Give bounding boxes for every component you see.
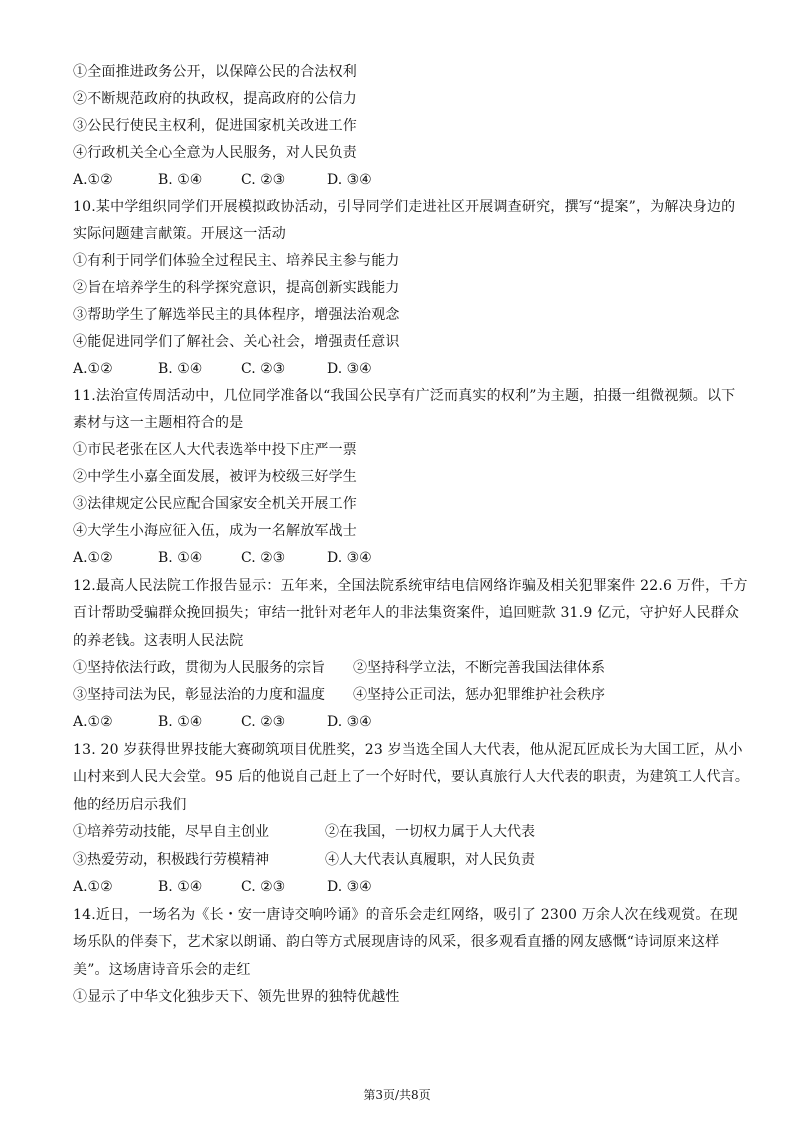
q10-option-2: ②旨在培养学生的科学探究意识，提高创新实践能力	[73, 280, 400, 296]
q13-stem-line-3: 他的经历启示我们	[73, 797, 187, 813]
q12-stem-line-1: 12.最高人民法院工作报告显示：五年来，全国法院系统审结电信网络诈骗及相关犯罪案件 22.6 万件，千方	[73, 578, 748, 594]
q12-option-1: ①坚持依法行政，贯彻为人民服务的宗旨	[73, 660, 325, 676]
q10-option-4: ④能促进同学们了解社会、关心社会，增强责任意识	[73, 334, 400, 350]
q11-choice-c: C. ②③	[241, 550, 286, 566]
q14-stem-line-2: 场乐队的伴奏下，艺术家以朗诵、韵白等方式展现唐诗的风采，很多观看直播的网友感慨“诗词原来这样	[73, 934, 720, 950]
q11-stem-line-2: 素材与这一主题相符合的是	[73, 415, 244, 431]
q9-choice-a: A.①②	[73, 172, 113, 188]
q13-choices	[73, 877, 387, 897]
q9-option-1: ①全面推进政务公开，以保障公民的合法权利	[73, 64, 357, 80]
q13-choice-b: B. ①④	[158, 879, 203, 895]
q14-stem-line-1: 14.近日，一场名为《长・安一唐诗交响吟诵》的音乐会走红网络，吸引了 2300 万余人次在线观赏。在现	[73, 907, 738, 923]
q12-stem-line-2: 百计帮助受骗群众挽回损失；审结一批针对老年人的非法集资案件，追回赃款 31.9 亿元，守护好人民群众	[73, 605, 740, 621]
q10-choice-d: D. ③④	[327, 361, 372, 377]
q13-option-3: ③热爱劳动，积极践行劳模精神	[73, 852, 269, 868]
q13-stem-line-1: 13. 20 岁获得世界技能大赛砌筑项目优胜奖，23 岁当选全国人大代表，他从泥瓦匠成长为大国工匠，从小	[73, 742, 743, 758]
q9-option-3: ③公民行使民主权利，促进国家机关改进工作	[73, 118, 357, 134]
q13-option-4: ④人大代表认真履职，对人民负责	[325, 852, 535, 868]
q13-choice-d: D. ③④	[327, 879, 372, 895]
q13-stem-line-2: 山村来到人民大会堂。95 后的他说自己赶上了一个好时代，要认真旅行人大代表的职责，为建筑工人代言。	[73, 769, 750, 785]
q11-option-4: ④大学生小海应征入伍，成为一名解放军战士	[73, 523, 357, 539]
q9-option-2: ②不断规范政府的执政权，提高政府的公信力	[73, 91, 357, 107]
q11-option-1: ①市民老张在区人大代表选举中投下庄严一票	[73, 442, 357, 458]
q9-choice-d: D. ③④	[327, 172, 372, 188]
q11-choice-b: B. ①④	[158, 550, 203, 566]
q13-choice-c: C. ②③	[241, 879, 286, 895]
q12-choice-b: B. ①④	[158, 714, 203, 730]
q12-choice-c: C. ②③	[241, 714, 286, 730]
q14-stem-line-3: 美”。这场唐诗音乐会的走红	[73, 962, 251, 978]
q13-option-2: ②在我国，一切权力属于人大代表	[325, 824, 535, 840]
q13-choice-a: A.①②	[73, 879, 113, 895]
q10-stem-line-2: 实际问题建言献策。开展这一活动	[73, 226, 286, 242]
q11-choice-d: D. ③④	[327, 550, 372, 566]
q10-choice-c: C. ②③	[241, 361, 286, 377]
q10-stem-line-1: 10.某中学组织同学们开展模拟政协活动，引导同学们走进社区开展调查研究，撰写“提案”，为解决身边的	[73, 199, 736, 215]
q12-stem-line-3: 的养老钱。这表明人民法院	[73, 633, 244, 649]
q11-stem-line-1: 11.法治宣传周活动中，几位同学准备以“我国公民享有广泛而真实的权利”为主题，拍摄一组微视频。以下	[73, 388, 736, 404]
q10-choices	[73, 359, 387, 379]
q9-choices	[73, 170, 387, 190]
q9-choice-b: B. ①④	[158, 172, 203, 188]
q10-choice-b: B. ①④	[158, 361, 203, 377]
q12-option-4: ④坚持公正司法，惩办犯罪维护社会秩序	[353, 687, 605, 703]
q12-choices	[73, 712, 387, 732]
q10-choice-a: A.①②	[73, 361, 113, 377]
q9-choice-c: C. ②③	[241, 172, 286, 188]
q12-option-3: ③坚持司法为民，彰显法治的力度和温度	[73, 687, 325, 703]
q12-option-2: ②坚持科学立法，不断完善我国法律体系	[353, 660, 605, 676]
q12-choice-a: A.①②	[73, 714, 113, 730]
q11-option-2: ②中学生小嘉全面发展，被评为校级三好学生	[73, 469, 357, 485]
q14-option-1: ①显示了中华文化独步天下、领先世界的独特优越性	[73, 989, 400, 1005]
q11-choice-a: A.①②	[73, 550, 113, 566]
q12-choice-d: D. ③④	[327, 714, 372, 730]
q11-choices	[73, 548, 387, 568]
q9-option-4: ④行政机关全心全意为人民服务，对人民负责	[73, 145, 357, 161]
q10-option-3: ③帮助学生了解选举民主的具体程序，增强法治观念	[73, 307, 400, 323]
q10-option-1: ①有利于同学们体验全过程民主、培养民主参与能力	[73, 253, 400, 269]
q11-option-3: ③法律规定公民应配合国家安全机关开展工作	[73, 496, 357, 512]
q13-option-1: ①培养劳动技能，尽早自主创业	[73, 824, 269, 840]
page-number: 第3页/共8页	[363, 1088, 431, 1102]
